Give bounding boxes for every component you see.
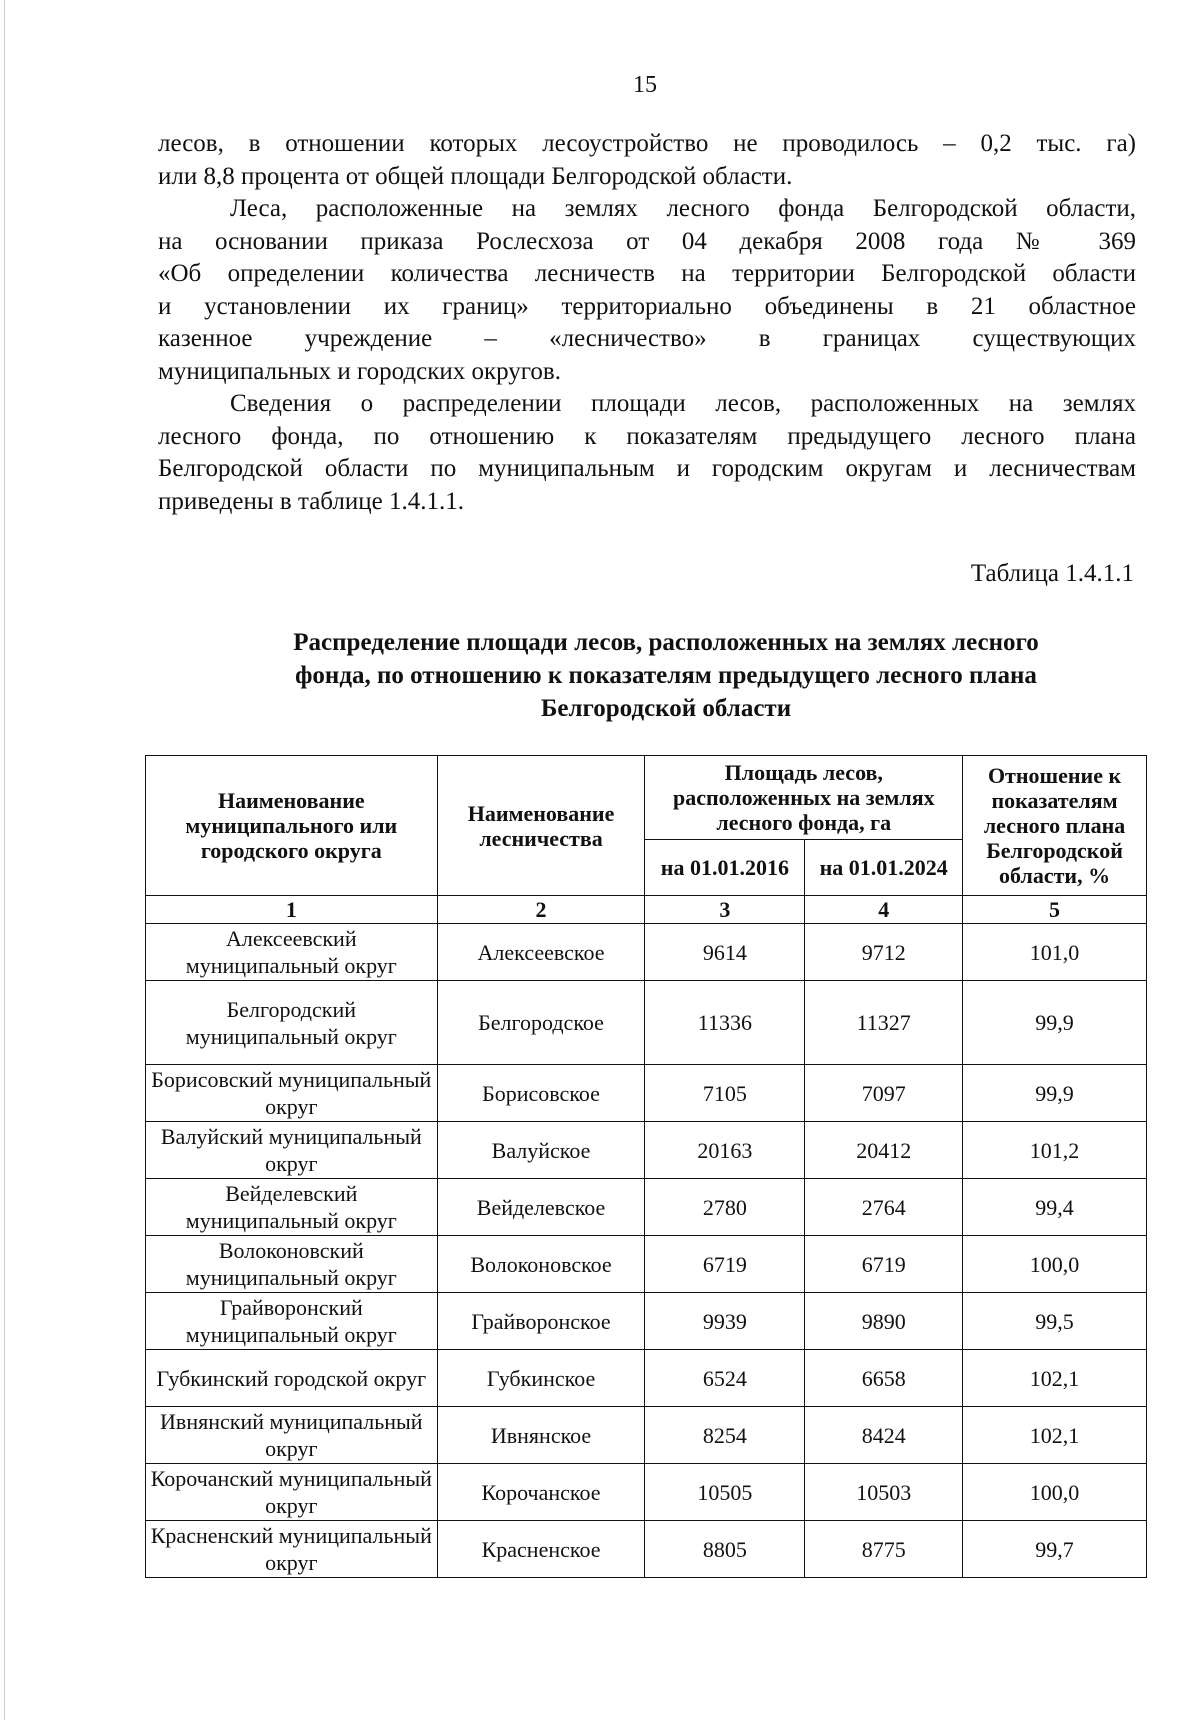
- table-title-line-3: Белгородской области: [540, 695, 792, 722]
- paragraph-3-line-1: Сведения о распределении площади лесов, расположенных на землях: [230, 390, 1136, 417]
- body-text: [158, 128, 1136, 518]
- cell-area-2016: 8254: [645, 1407, 805, 1464]
- cell-forestry: Валуйское: [437, 1122, 645, 1179]
- table-row: [146, 1236, 1147, 1293]
- cell-ratio: 100,0: [963, 1464, 1147, 1521]
- cell-district: Грайворонский муниципальный округ: [146, 1293, 438, 1350]
- cell-area-2016: 20163: [645, 1122, 805, 1179]
- table-title: [150, 626, 1182, 725]
- scan-margin-line: [4, 0, 5, 1720]
- forest-area-table: [145, 755, 1147, 1578]
- cell-area-2024: 11327: [805, 981, 963, 1065]
- cell-area-2024: 6658: [805, 1350, 963, 1407]
- paragraph-2-line-5: казенное учреждение – «лесничество» в границах существующих: [158, 325, 1136, 352]
- cell-forestry: Корочанское: [437, 1464, 645, 1521]
- table-row: [146, 1179, 1147, 1236]
- header-forestry: Наименование лесничества: [437, 756, 645, 896]
- cell-forestry: Вейделевское: [437, 1179, 645, 1236]
- cell-area-2024: 8424: [805, 1407, 963, 1464]
- cell-area-2024: 20412: [805, 1122, 963, 1179]
- paragraph-3: [158, 388, 1136, 518]
- cell-forestry: Белгородское: [437, 981, 645, 1065]
- table-row: [146, 1407, 1147, 1464]
- cell-forestry: Грайворонское: [437, 1293, 645, 1350]
- cell-ratio: 102,1: [963, 1407, 1147, 1464]
- cell-ratio: 99,4: [963, 1179, 1147, 1236]
- table-title-line-2: фонда, по отношению к показателям предыдущего лесного плана: [295, 662, 1037, 689]
- cell-area-2024: 9712: [805, 924, 963, 981]
- cell-area-2024: 10503: [805, 1464, 963, 1521]
- paragraph-2-line-4: и установлении их границ» территориально объединены в 21 областное: [158, 292, 1136, 320]
- cell-ratio: 99,7: [963, 1521, 1147, 1578]
- cell-district: Борисовский муниципальный округ: [146, 1065, 438, 1122]
- paragraph-3-line-3: Белгородской области по муниципальным и городским округам и лесничествам: [158, 455, 1136, 482]
- table-row: [146, 1293, 1147, 1350]
- cell-district: Валуйский муниципальный округ: [146, 1122, 438, 1179]
- header-area-2016: на 01.01.2016: [645, 840, 805, 896]
- cell-forestry: Красненское: [437, 1521, 645, 1578]
- cell-ratio: 100,0: [963, 1236, 1147, 1293]
- paragraph-2-line-6: муниципальных и городских округов.: [158, 357, 561, 385]
- paragraph-1-line-1: лесов, в отношении которых лесоустройство не проводилось – 0,2 тыс. га): [158, 130, 1136, 157]
- paragraph-2-line-1: Леса, расположенные на землях лесного фонда Белгородской области,: [230, 195, 1136, 222]
- table-row: [146, 1122, 1147, 1179]
- cell-area-2016: 11336: [645, 981, 805, 1065]
- table-row: [146, 924, 1147, 981]
- column-number-5: 5: [963, 896, 1147, 924]
- column-number-2: 2: [437, 896, 645, 924]
- paragraph-1-line-2: или 8,8 процента от общей площади Белгородской области.: [158, 162, 793, 190]
- column-number-3: 3: [645, 896, 805, 924]
- cell-forestry: Губкинское: [437, 1350, 645, 1407]
- table-title-line-1: Распределение площади лесов, расположенных на землях лесного: [293, 629, 1039, 656]
- paragraph-3-line-4: приведены в таблице 1.4.1.1.: [158, 487, 464, 515]
- cell-area-2016: 2780: [645, 1179, 805, 1236]
- table-row: [146, 1464, 1147, 1521]
- cell-area-2024: 2764: [805, 1179, 963, 1236]
- cell-ratio: 101,2: [963, 1122, 1147, 1179]
- paragraph-3-line-2: лесного фонда, по отношению к показателям предыдущего лесного плана: [158, 422, 1136, 450]
- cell-area-2016: 6719: [645, 1236, 805, 1293]
- header-ratio: Отношение к показателям лесного плана Белгородской области, %: [963, 756, 1147, 896]
- paragraph-2-line-2: на основании приказа Рослесхоза от 04 декабря 2008 года № 369: [158, 227, 1136, 255]
- cell-forestry: Алексеевское: [437, 924, 645, 981]
- cell-ratio: 102,1: [963, 1350, 1147, 1407]
- cell-ratio: 101,0: [963, 924, 1147, 981]
- column-number-1: 1: [146, 896, 438, 924]
- cell-area-2016: 7105: [645, 1065, 805, 1122]
- cell-district: Ивнянский муниципальный округ: [146, 1407, 438, 1464]
- table-row: [146, 1065, 1147, 1122]
- column-number-4: 4: [805, 896, 963, 924]
- table-row: [146, 1350, 1147, 1407]
- cell-ratio: 99,9: [963, 981, 1147, 1065]
- table-body: [146, 924, 1147, 1578]
- cell-area-2016: 9939: [645, 1293, 805, 1350]
- cell-district: Алексеевский муниципальный округ: [146, 924, 438, 981]
- cell-area-2016: 9614: [645, 924, 805, 981]
- cell-area-2024: 6719: [805, 1236, 963, 1293]
- paragraph-2-line-3: «Об определении количества лесничеств на территории Белгородской области: [158, 260, 1136, 287]
- cell-district: Вейделевский муниципальный округ: [146, 1179, 438, 1236]
- header-area-group: Площадь лесов, расположенных на землях лесного фонда, га: [645, 756, 963, 840]
- header-area-2024: на 01.01.2024: [805, 840, 963, 896]
- cell-forestry: Ивнянское: [437, 1407, 645, 1464]
- table-row: [146, 1521, 1147, 1578]
- cell-forestry: Волоконовское: [437, 1236, 645, 1293]
- cell-area-2024: 7097: [805, 1065, 963, 1122]
- cell-district: Белгородский муниципальный округ: [146, 981, 438, 1065]
- cell-area-2016: 8805: [645, 1521, 805, 1578]
- cell-district: Красненский муниципальный округ: [146, 1521, 438, 1578]
- cell-area-2024: 9890: [805, 1293, 963, 1350]
- paragraph-2: [158, 193, 1136, 388]
- cell-area-2016: 10505: [645, 1464, 805, 1521]
- cell-area-2024: 8775: [805, 1521, 963, 1578]
- table-caption: Таблица 1.4.1.1: [970, 560, 1134, 587]
- cell-ratio: 99,5: [963, 1293, 1147, 1350]
- cell-forestry: Борисовское: [437, 1065, 645, 1122]
- page-number: 15: [633, 72, 657, 98]
- cell-ratio: 99,9: [963, 1065, 1147, 1122]
- cell-district: Волоконовский муниципальный округ: [146, 1236, 438, 1293]
- paragraph-1: [158, 128, 1136, 193]
- cell-area-2016: 6524: [645, 1350, 805, 1407]
- header-district: Наименование муниципального или городского округа: [146, 756, 438, 896]
- table-row: [146, 981, 1147, 1065]
- cell-district: Корочанский муниципальный округ: [146, 1464, 438, 1521]
- cell-district: Губкинский городской округ: [146, 1350, 438, 1407]
